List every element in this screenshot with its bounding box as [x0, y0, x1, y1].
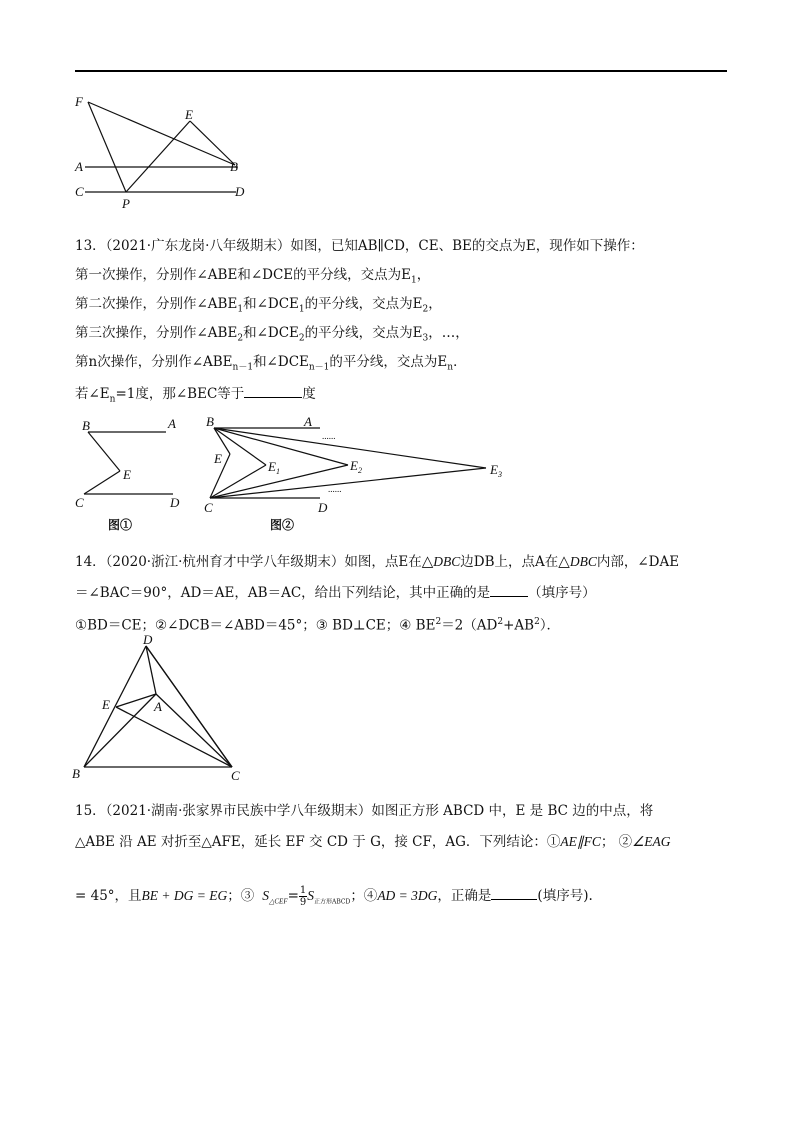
figure-fpeab	[70, 92, 270, 212]
q13-line5: 第n次操作，分别作$\angle ABE_{n-1}$和$\angle DCE_{n-1}$的平分线，交点为$E_n$．	[75, 354, 467, 373]
right-caption: 图②	[270, 518, 295, 532]
q14-label-d: D	[143, 632, 153, 647]
right-label-e: E	[214, 451, 222, 466]
right-dots-bottom: ......	[328, 484, 342, 494]
right-label-a: A	[304, 414, 312, 429]
left-label-b: B	[82, 418, 90, 433]
label-f: F	[75, 94, 83, 109]
figure-q13-left	[70, 412, 200, 540]
q13-line2: 第一次操作，分别作∠ABE和∠DCE的平分线，交点为$E_1$，	[75, 267, 431, 286]
answer-blank	[244, 384, 302, 398]
q14-label-b: B	[72, 766, 80, 781]
left-caption: 图①	[108, 518, 133, 532]
left-label-a: A	[168, 416, 176, 431]
right-label-e1: $E_1$	[268, 459, 280, 476]
q14-line1: 14．（2020·浙江·杭州育才中学八年级期末）如图，点E在△DBC边DB上，点A在△DBC内部，∠DAE	[75, 552, 680, 570]
right-label-d: D	[318, 500, 328, 515]
q13-line4: 第三次操作，分别作$\angle ABE_2$和$\angle DCE_2$的平分线，交点为$E_3$，…，	[75, 325, 469, 344]
q15-line2: △ABE 沿 AE 对折至△AFE，延长 EF 交 CD 于 G，接 CF，AG．下列结论：①AE∥FC； ②∠EAG	[75, 834, 671, 850]
right-label-c: C	[204, 500, 213, 515]
right-dots-top: ......	[322, 431, 336, 441]
left-label-d: D	[170, 495, 180, 510]
q14-line3: ①BD＝CE；②∠DCB＝∠ABD＝45°；③ BD⊥CE；④ $BE^2=2(AD^2+AB^2)$．	[75, 617, 561, 634]
fraction-one-ninth: $\frac{1}{9}$	[299, 885, 307, 908]
left-label-e: E	[123, 467, 131, 482]
right-label-e2: $E_2$	[350, 458, 362, 475]
left-label-c: C	[75, 495, 84, 510]
right-label-e3: $E_3$	[490, 462, 502, 479]
figure-q13-right	[200, 412, 520, 540]
q14-line2: ＝∠BAC＝90°，AD＝AE，AB＝AC，给出下列结论，其中正确的是 （填序号）	[75, 585, 596, 601]
figure-q14	[66, 632, 256, 784]
answer-blank-q14	[490, 583, 528, 597]
label-e: E	[185, 107, 193, 122]
q13-line3: 第二次操作，分别作$\angle ABE_1$和$\angle DCE_1$的平分线，交点为$E_2$，	[75, 296, 442, 315]
label-d: D	[235, 184, 245, 199]
q14-label-c: C	[231, 768, 240, 783]
q13-line6: 若$\angle E_n=1$度，那∠BEC等于 度	[75, 386, 316, 405]
label-c: C	[75, 184, 84, 199]
q14-label-a: A	[154, 699, 162, 714]
label-p: P	[122, 196, 130, 211]
right-label-b: B	[206, 414, 214, 429]
answer-blank-q15	[491, 886, 537, 900]
q15-line1: 15．（2021·湖南·张家界市民族中学八年级期末）如图正方形 ABCD 中，E 是 BC 边的中点，将	[75, 803, 654, 819]
label-b: B	[230, 159, 238, 174]
q13-line1: 13．（2021·广东龙岗·八年级期末）如图，已知AB∥CD，CE、BE的交点为E，现作如下操作：	[75, 238, 644, 254]
q14-label-e: E	[102, 697, 110, 712]
header-rule	[75, 70, 727, 72]
label-a: A	[75, 159, 83, 174]
q15-line3: = 45°，且BE + DG = EG；③ $S_{\triangle CEF}=$ $\frac{1}{9}$ $S_{正方形ABCD}$；④AD = 3DG，正确是 (填序号).	[75, 885, 593, 908]
